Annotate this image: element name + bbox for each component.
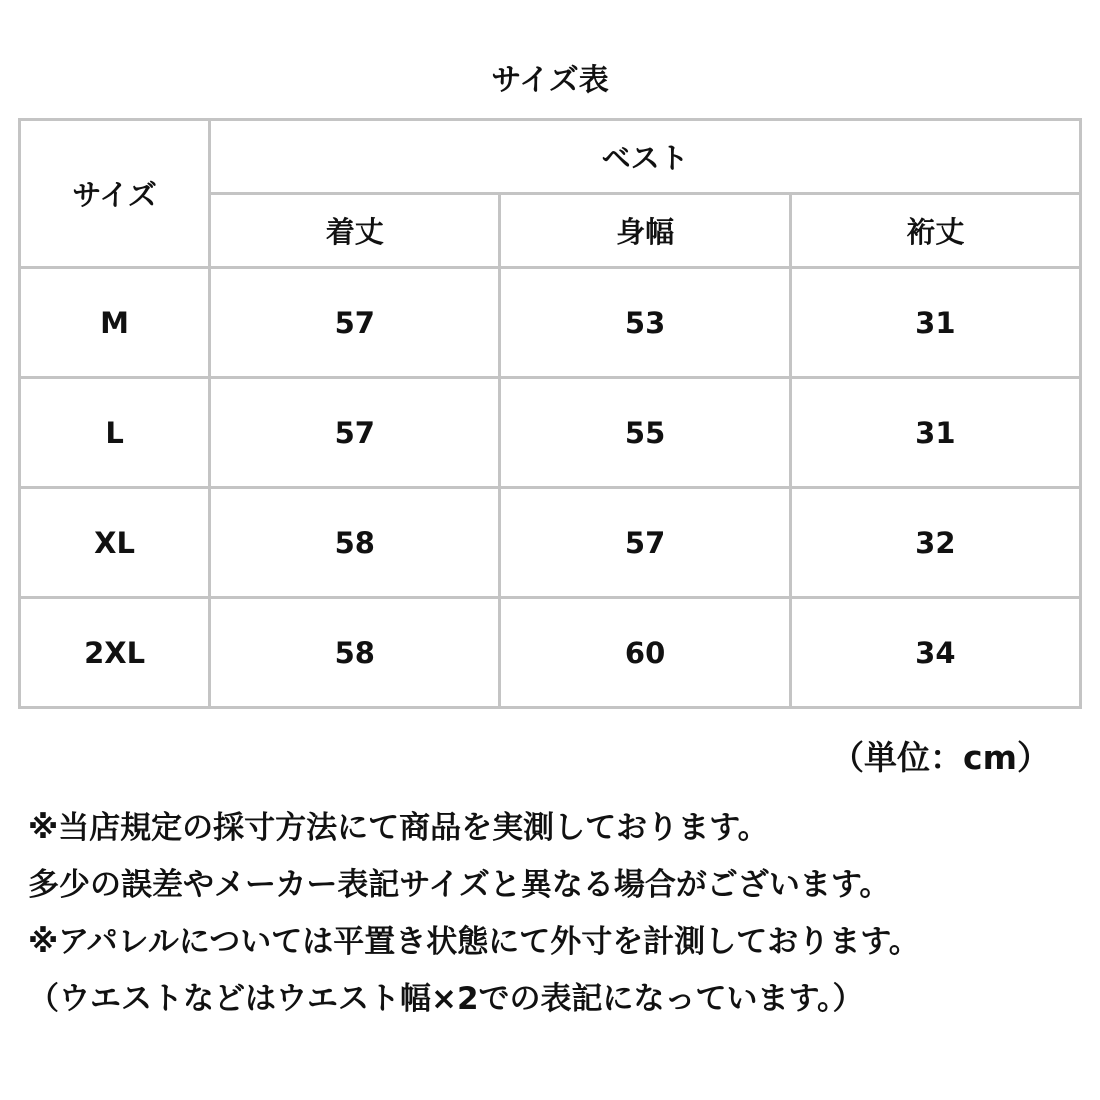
size-cell: 2XL: [20, 598, 210, 708]
value-cell: 55: [500, 378, 790, 488]
value-cell: 58: [210, 488, 500, 598]
column-header-width: 身幅: [500, 194, 790, 268]
value-cell: 58: [210, 598, 500, 708]
table-row: [20, 268, 1081, 378]
size-column-header: サイズ: [20, 120, 210, 268]
value-cell: 57: [500, 488, 790, 598]
note-line: 多少の誤差やメーカー表記サイズと異なる場合がございます。: [28, 867, 891, 903]
size-cell: M: [20, 268, 210, 378]
value-cell: 60: [500, 598, 790, 708]
vest-group-header: ベスト: [210, 120, 1081, 194]
page-title: サイズ表: [491, 63, 609, 98]
value-cell: 34: [790, 598, 1080, 708]
value-cell: 31: [790, 378, 1080, 488]
value-cell: 57: [210, 378, 500, 488]
note-line: （ウエストなどはウエスト幅×2での表記になっています。）: [28, 981, 864, 1017]
unit-label: （単位：cm）: [831, 738, 1050, 777]
value-cell: 31: [790, 268, 1080, 378]
size-cell: L: [20, 378, 210, 488]
size-table: [18, 118, 1082, 709]
table-row: [20, 598, 1081, 708]
note-line: ※アパレルについては平置き状態にて外寸を計測しております。: [28, 924, 920, 960]
value-cell: 32: [790, 488, 1080, 598]
value-cell: 53: [500, 268, 790, 378]
column-header-sleeve: 裄丈: [790, 194, 1080, 268]
table-row: [20, 488, 1081, 598]
table-row: [20, 378, 1081, 488]
table-header-row: [20, 120, 1081, 194]
column-header-length: 着丈: [210, 194, 500, 268]
notes-block: [28, 800, 1088, 1028]
note-line: ※当店規定の採寸方法にて商品を実測しております。: [28, 810, 769, 846]
size-cell: XL: [20, 488, 210, 598]
value-cell: 57: [210, 268, 500, 378]
